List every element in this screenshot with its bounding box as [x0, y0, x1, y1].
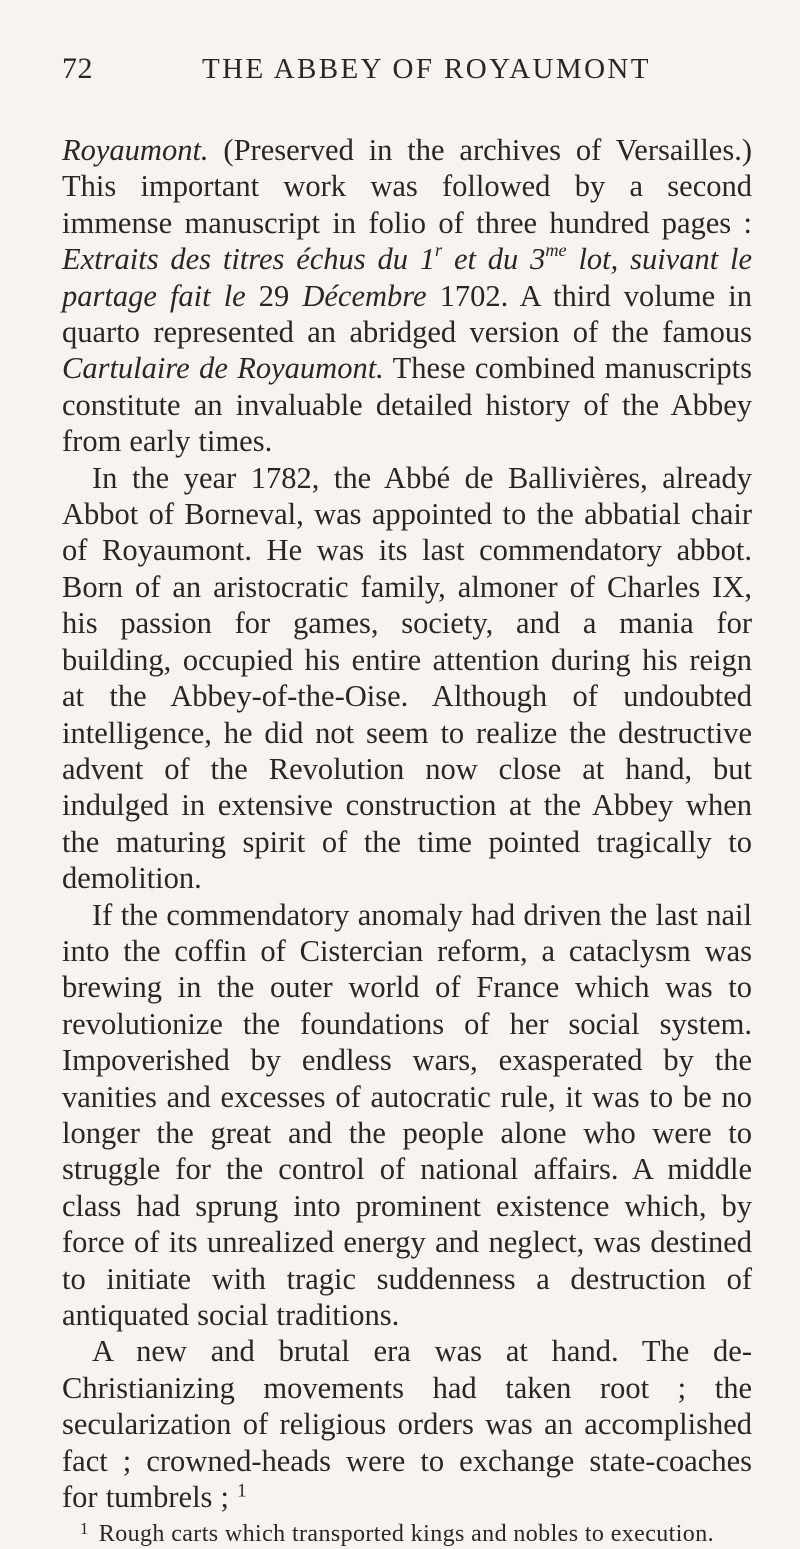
text-segment: A new and brutal era was at hand. The de-Christianizing movements had taken root ; the secularization of religious orders was an accomplished fact ; crowned-heads were to exchange state-coaches for tumbrels ;: [62, 1334, 752, 1515]
text-segment: 1702. A third volume in quarto represented an abridged version of the famous: [62, 278, 752, 350]
body-text: [62, 132, 752, 1515]
italic-segment: et du: [442, 242, 531, 277]
italic-decembre: Décembre: [302, 278, 427, 313]
italic-segment: Extraits des titres échus du: [62, 242, 420, 277]
paragraph-2: In the year 1782, the Abbé de Ballivières, already Abbot of Borneval, was appointed to the abbatial chair of Royaumont. He was its last commendatory abbot. Born of an aristocratic family, almoner of Charles IX, his passion for games, society, and a mania for building, occupied his entire attention during his reign at the Abbey-of-the-Oise. Although of undoubted intelligence, he did not seem to realize the destructive advent of the Revolution now close at hand, but indulged in extensive construction at the Abbey when the maturing spirit of the time pointed tragically to demolition.: [62, 460, 752, 896]
ordinal-number: 3: [530, 242, 546, 277]
paragraph-1: [62, 132, 752, 460]
footnote-text: Rough carts which transported kings and nobles to execution.: [98, 1521, 715, 1548]
superscript: me: [545, 240, 567, 261]
paragraph-3: If the commendatory anomaly had driven the last nail into the coffin of Cistercian reform, a cataclysm was brewing in the outer world of France which was to revolutionize the foundations of her social system. Impoverished by endless wars, exasperated by the vanities and excesses of autocratic rule, it was to be no longer the great and the people alone who were to struggle for the control of national affairs. A middle class had sprung into prominent existence which, by force of its unrealized energy and neglect, was destined to initiate with tragic suddenness a destruction of antiquated social traditions.: [62, 897, 752, 1332]
text-segment: 29: [258, 278, 303, 313]
page-number: 72: [62, 52, 93, 85]
paragraph-4: [62, 1333, 752, 1515]
text-segment: (Preserved in the archives of Versailles.) This important work was followed by a second immense manuscript in folio of three hundred pages :: [62, 133, 752, 240]
running-title: THE ABBEY OF ROYAUMONT: [202, 53, 651, 85]
italic-royaumont: Royaumont.: [62, 133, 209, 167]
footnote-mark: 1: [80, 1518, 89, 1538]
footnote-reference[interactable]: 1: [237, 1480, 247, 1502]
running-header: [62, 52, 752, 86]
footnote: [62, 1519, 752, 1549]
italic-cartulaire: Cartulaire de Royaumont.: [62, 351, 384, 386]
ordinal-number: 1: [419, 242, 436, 277]
italic-segment: lot, suivant le partage fait le: [62, 242, 752, 313]
text-segment: These combined manuscripts constitute an invaluable detailed history of the Abbey from early times.: [62, 351, 752, 459]
book-page: [62, 52, 752, 1549]
superscript: r: [435, 240, 443, 261]
